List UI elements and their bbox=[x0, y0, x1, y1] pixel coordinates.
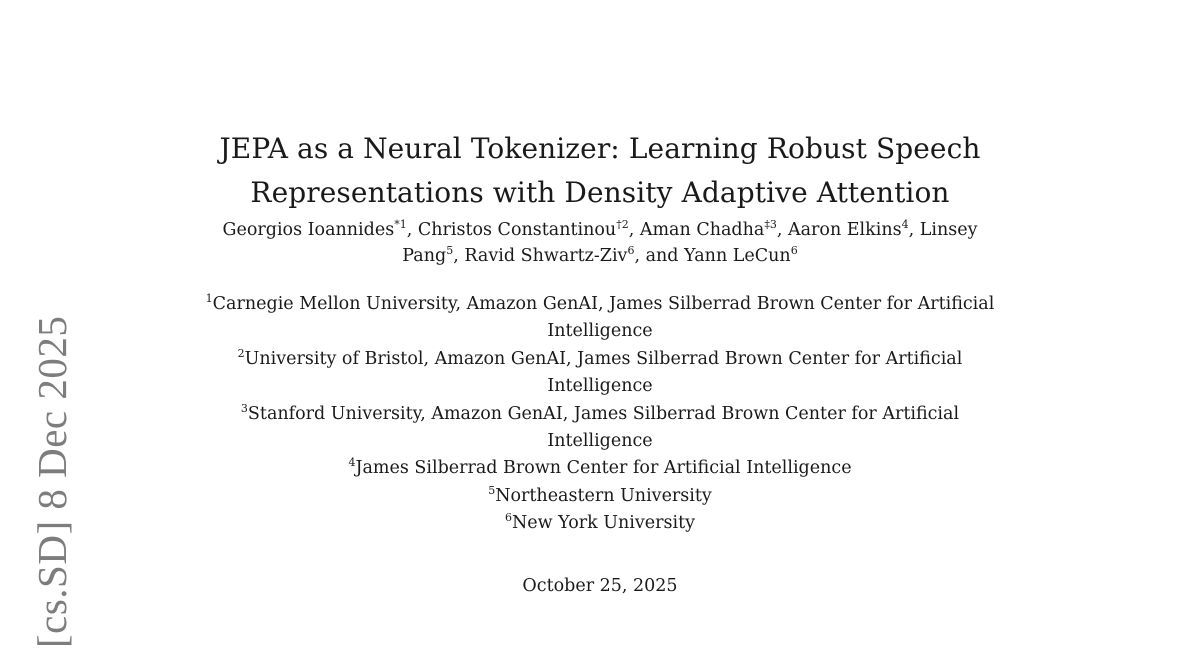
author-mark: 6 bbox=[627, 244, 635, 257]
arxiv-identifier-stamp: [cs.SD] 8 Dec 2025 bbox=[29, 315, 75, 648]
affiliation-text: Carnegie Mellon University, Amazon GenAI, James Silberrad Brown Center for Artificial bbox=[212, 294, 995, 314]
author-mark: 5 bbox=[446, 244, 454, 257]
affiliation-list bbox=[130, 291, 1070, 538]
affiliation-1-continued: Intelligence bbox=[547, 321, 653, 342]
author-name: and Yann LeCun bbox=[645, 246, 791, 266]
affiliation-text: Stanford University, Amazon GenAI, James Silberrad Brown Center for Artificial bbox=[247, 403, 960, 424]
author-name: Georgios Ioannides bbox=[222, 220, 395, 240]
affiliation-mark: 4 bbox=[348, 456, 356, 470]
author-name: Linsey bbox=[919, 220, 978, 240]
publication-date: October 25, 2025 bbox=[522, 576, 678, 596]
author-line-2: Pang$^5$, Ravid Shwartz-Ziv$^6$, and Yann LeCun$^6$ bbox=[402, 244, 798, 266]
author-line-1: Georgios Ioannides$^{*1}$, Christos Constantinou$^{\dagger 2}$, Aman Chadha$^{\ddagger 3}$, Aaron Elkins$^4$, Linsey bbox=[222, 218, 978, 240]
affiliation-4 bbox=[130, 455, 1070, 482]
author-name: Pang bbox=[402, 246, 447, 266]
affiliation-5 bbox=[130, 483, 1070, 510]
affiliation-2 bbox=[130, 346, 1070, 373]
affiliation-2-continued: Intelligence bbox=[547, 376, 653, 397]
author-mark: 4 bbox=[901, 218, 909, 231]
affiliation-text: Northeastern University bbox=[495, 485, 712, 506]
affiliation-mark: 3 bbox=[240, 401, 248, 415]
affiliation-mark: 5 bbox=[488, 483, 496, 497]
affiliation-3-continued: Intelligence bbox=[547, 431, 653, 452]
affiliation-6 bbox=[130, 510, 1070, 537]
author-name: Christos Constantinou bbox=[417, 220, 617, 240]
author-name: Aaron Elkins bbox=[787, 220, 902, 240]
author-mark: ‡3 bbox=[764, 218, 777, 231]
title-line-1: JEPA as a Neural Tokenizer: Learning Robust Speech bbox=[219, 131, 981, 165]
affiliation-text: New York University bbox=[511, 513, 696, 534]
affiliation-mark: 6 bbox=[504, 511, 512, 525]
paper-title bbox=[150, 127, 1050, 215]
title-line-2: Representations with Density Adaptive Attention bbox=[250, 175, 950, 209]
affiliation-text: James Silberrad Brown Center for Artificial Intelligence bbox=[355, 458, 852, 479]
affiliation-text: University of Bristol, Amazon GenAI, James Silberrad Brown Center for Artificial bbox=[244, 348, 963, 369]
author-mark: 6 bbox=[790, 244, 798, 257]
affiliation-1 bbox=[130, 291, 1070, 318]
affiliation-3 bbox=[130, 401, 1070, 428]
author-name: Aman Chadha bbox=[639, 220, 765, 240]
affiliation-mark: 2 bbox=[237, 346, 245, 360]
author-list bbox=[140, 217, 1060, 269]
author-mark: †2 bbox=[616, 218, 629, 231]
author-mark: *1 bbox=[394, 218, 407, 231]
author-name: Ravid Shwartz-Ziv bbox=[464, 246, 628, 266]
affiliation-mark: 1 bbox=[205, 292, 213, 305]
